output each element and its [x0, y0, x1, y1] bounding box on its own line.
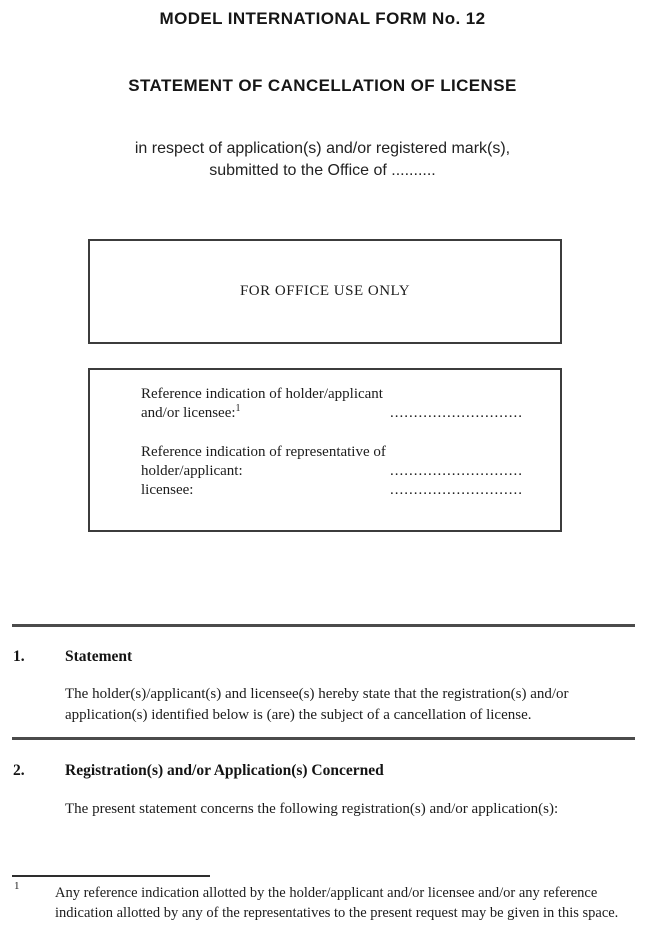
footnote-marker: 1: [14, 880, 20, 892]
footnote-text: Any reference indication allotted by the holder/applicant and/or licensee and/or any reference indication allotted by any of the representatives to the present request may be given in this space.: [55, 885, 619, 921]
ref-representative-line-1: [141, 443, 560, 462]
section-2-number: 2.: [13, 762, 25, 779]
section-2-heading: [13, 762, 384, 780]
ref-representative-label: Reference indication of representative of: [141, 444, 386, 460]
office-use-label: FOR OFFICE USE ONLY: [239, 283, 411, 299]
section-1-body: The holder(s)/applicant(s) and licensee(s) hereby state that the registration(s) and/or application(s) identified below is (are) the subject of a cancellation of license.: [65, 686, 569, 723]
form-subtitle: STATEMENT OF CANCELLATION OF LICENSE: [128, 76, 517, 95]
ref-rep-licensee-fill-dots: ............................: [390, 482, 523, 498]
form-intro: [0, 138, 645, 182]
ref-representative-line-3: [141, 481, 560, 500]
intro-line-1: in respect of application(s) and/or registered mark(s),: [134, 140, 511, 157]
footnote-reference-superscript: 1: [235, 403, 241, 414]
ref-holder-fill-dots: ............................: [390, 405, 523, 421]
section-2-title: Registration(s) and/or Application(s) Concerned: [65, 762, 384, 779]
ref-rep-holder-fill-dots: ............................: [390, 463, 523, 479]
office-use-box: [88, 239, 562, 344]
section-1-title: Statement: [65, 648, 133, 665]
reference-indication-box: [88, 368, 562, 532]
ref-rep-holder-label: holder/applicant:: [141, 463, 243, 479]
section-1-heading: [13, 648, 132, 666]
ref-rep-licensee-label: licensee:: [141, 482, 194, 498]
ref-representative-line-2: [141, 462, 560, 481]
ref-holder-line-2: [141, 404, 560, 423]
section-divider-2: [12, 737, 635, 740]
ref-holder-label-1: Reference indication of holder/applicant: [141, 386, 383, 402]
form-title: MODEL INTERNATIONAL FORM No. 12: [159, 9, 486, 28]
ref-holder-label-2: and/or licensee:$^1$: [141, 403, 241, 421]
footnote-divider: [12, 875, 210, 877]
section-1-number: 1.: [13, 648, 25, 665]
section-2-body: The present statement concerns the following registration(s) and/or application(s):: [65, 801, 559, 817]
section-divider-1: [12, 624, 635, 627]
ref-box-spacer: [141, 423, 560, 443]
intro-line-2: submitted to the Office of ..........: [209, 162, 436, 179]
ref-holder-line-1: [141, 385, 560, 404]
